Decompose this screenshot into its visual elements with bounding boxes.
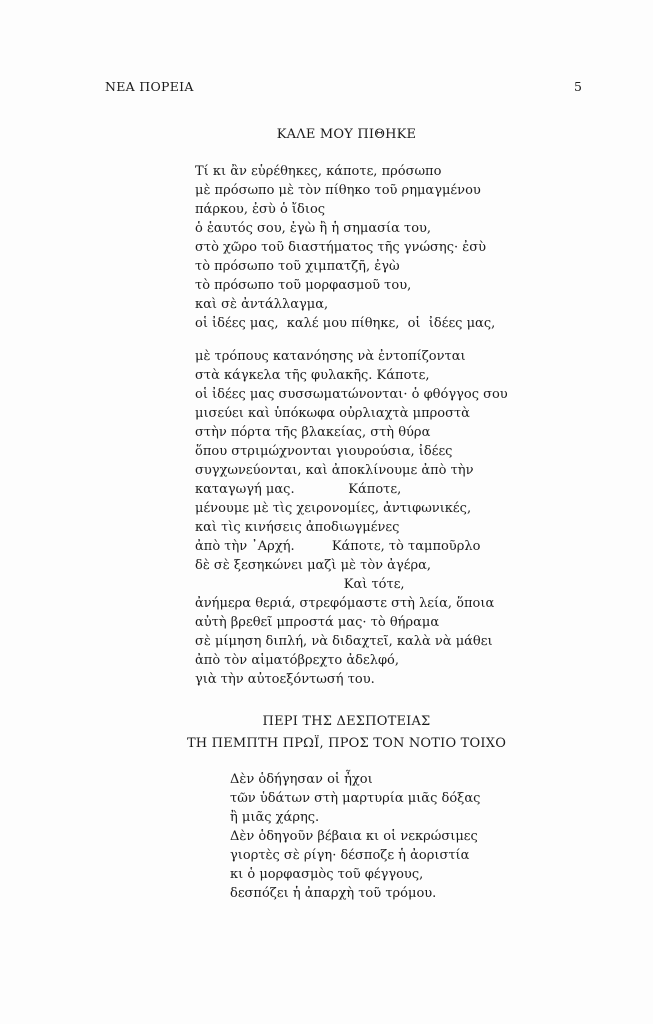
poem-line: μένουμε μὲ τὶς χειρονομίες, ἀντιφωνικές, bbox=[195, 501, 472, 516]
poem-line: γιορτὲς σὲ ρίγη· δέσποζε ἡ ἀοριστία bbox=[230, 848, 470, 863]
poem-title-kale-mou-pitheke: ΚΑΛΕ ΜΟΥ ΠΙΘΗΚΕ bbox=[276, 127, 417, 142]
poem2-title-line-1: ΠΕΡΙ ΤΗΣ ΔΕΣΠΟΤΕΙΑΣ bbox=[262, 714, 431, 729]
poem-line: σὲ μίμηση διπλή, νὰ διδαχτεῖ, καλὰ νὰ μάθει bbox=[195, 634, 493, 649]
poem-line: κι ὁ μορφασμὸς τοῦ φέγγους, bbox=[230, 867, 424, 882]
poem-line: τὸ πρόσωπο τοῦ χιμπατζῆ, ἐγὼ bbox=[195, 259, 400, 274]
poem-line: γιὰ τὴν αὐτοεξόντωσή του. bbox=[195, 672, 375, 687]
poem-line: καταγωγή μας. Κάποτε, bbox=[195, 482, 402, 497]
poem-line: οἱ ἰδέες μας συσσωματώνονται· ὁ φθόγγος σου bbox=[195, 387, 508, 402]
poem1-stanza-2 bbox=[195, 347, 508, 689]
poem-line: στὸ χῶρο τοῦ διαστήματος τῆς γνώσης· ἐσὺ bbox=[195, 240, 487, 255]
poem-line: αὐτὴ βρεθεῖ μπροστά μας· τὸ θήραμα bbox=[195, 615, 440, 630]
poem-line: πάρκου, ἐσὺ ὁ ἴδιος bbox=[195, 202, 326, 217]
poem-line: Δὲν ὁδήγησαν οἱ ἦχοι bbox=[230, 772, 373, 787]
poem-line: Τί κι ἂν εὑρέθηκες, κάποτε, πρόσωπο bbox=[195, 164, 442, 179]
poem-line: ὅπου στριμώχνονται γιουρούσια, ἰδέες bbox=[195, 444, 453, 459]
poem-line: ἀπὸ τὸν αἱματόβρεχτο ἀδελφό, bbox=[195, 653, 400, 668]
running-title: ΝΕΑ ΠΟΡΕΙΑ bbox=[105, 79, 194, 94]
poem2-title-line-2: ΤΗ ΠΕΜΠΤΗ ΠΡΩΪ, ΠΡΟΣ ΤΟΝ ΝΟΤΙΟ ΤΟΙΧΟ bbox=[186, 736, 507, 751]
poem-line: Δὲν ὁδηγοῦν βέβαια κι οἱ νεκρώσιμες bbox=[230, 829, 478, 844]
poem-line: ἀπὸ τὴν ᾿Αρχή. Κάποτε, τὸ ταμποῦρλο bbox=[195, 539, 481, 554]
poem-line: ἢ μιᾶς χάρης. bbox=[230, 810, 320, 825]
poem-line: καὶ τὶς κινήσεις ἀποδιωγμένες bbox=[195, 520, 400, 535]
poem2-stanza-1 bbox=[230, 770, 480, 903]
poem-line: συγχωνεύονται, καὶ ἀποκλίνουμε ἀπὸ τὴν bbox=[195, 463, 474, 478]
poem-line: τῶν ὑδάτων στὴ μαρτυρία μιᾶς δόξας bbox=[230, 791, 481, 806]
poem1-stanza-1 bbox=[195, 162, 495, 333]
poem-line: οἱ ἰδέες μας, καλέ μου πίθηκε, οἱ ἰδέες μας, bbox=[195, 316, 496, 331]
page-number: 5 bbox=[574, 79, 582, 94]
poem-line: Καὶ τότε, bbox=[195, 577, 405, 592]
poem-line: τὸ πρόσωπο τοῦ μορφασμοῦ του, bbox=[195, 278, 412, 293]
poem-line: στὴν πόρτα τῆς βλακείας, στὴ θύρα bbox=[195, 425, 431, 440]
poem-line: δεσπόζει ἡ ἀπαρχὴ τοῦ τρόμου. bbox=[230, 886, 437, 901]
poem-line: στὰ κάγκελα τῆς φυλακῆς. Κάποτε, bbox=[195, 368, 430, 383]
poem-line: ὁ ἑαυτός σου, ἐγὼ ἢ ἡ σημασία του, bbox=[195, 221, 432, 236]
poem-line: μὲ πρόσωπο μὲ τὸν πίθηκο τοῦ ρημαγμένου bbox=[195, 183, 481, 198]
poem-line: ἀνήμερα θεριά, στρεφόμαστε στὴ λεία, ὅποια bbox=[195, 596, 495, 611]
poem-line: μὲ τρόπους κατανόησης νὰ ἐντοπίζονται bbox=[195, 349, 466, 364]
poem-line: μισεύει καὶ ὑπόκωφα οὐρλιαχτὰ μπροστὰ bbox=[195, 406, 470, 421]
poem-line: δὲ σὲ ξεσηκώνει μαζὶ μὲ τὸν ἀγέρα, bbox=[195, 558, 432, 573]
poem-line: καὶ σὲ ἀντάλλαγμα, bbox=[195, 297, 329, 312]
